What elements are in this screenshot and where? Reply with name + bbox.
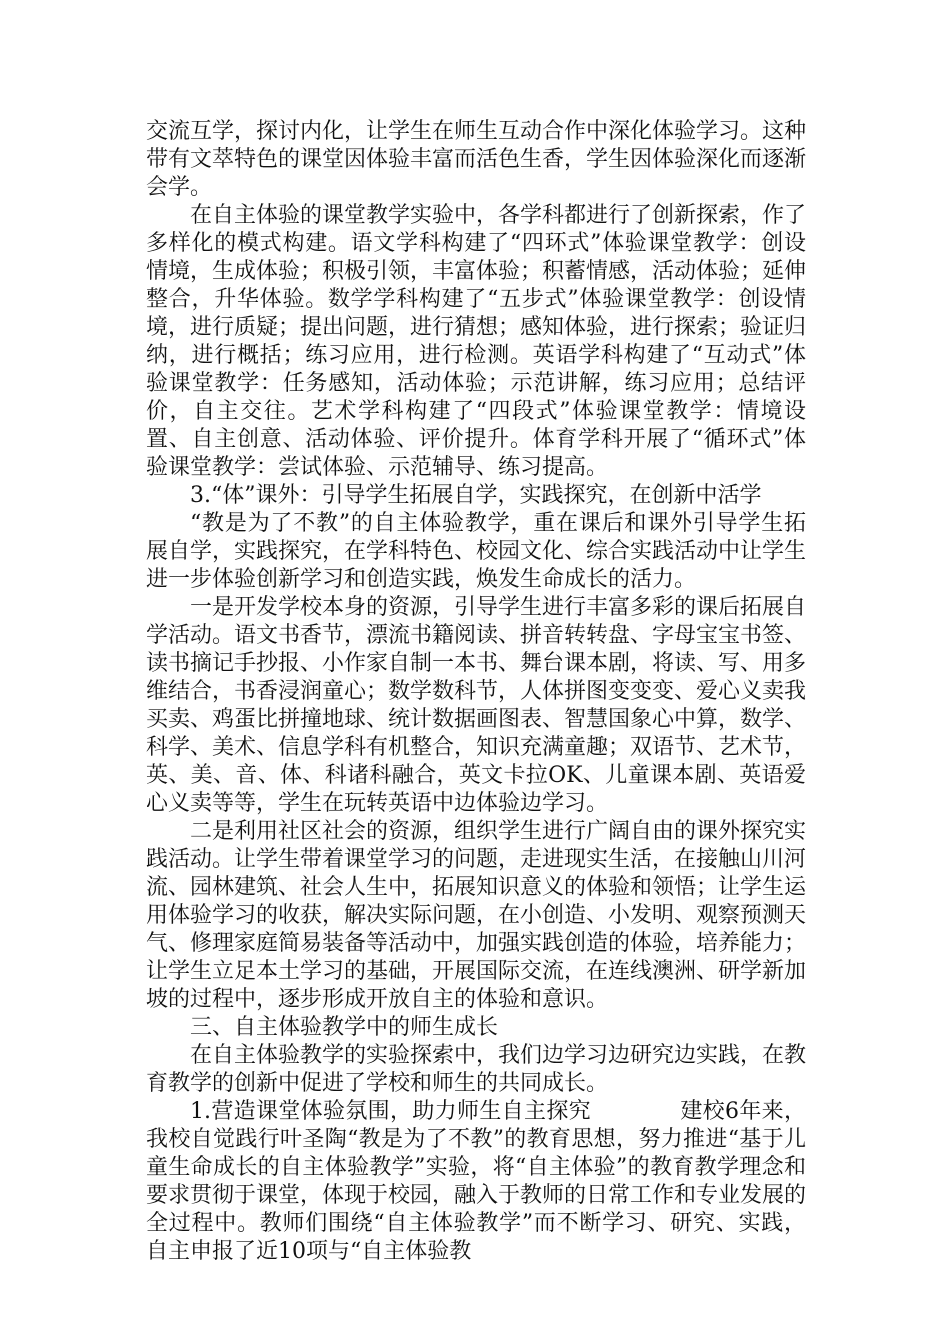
paragraph: 二是利用社区社会的资源，组织学生进行广阔自由的课外探究实践活动。让学生带着课堂学习的问题，走进现实生活，在接触山川河流、园林建筑、社会人生中，拓展知识意义的体验和领悟；让学生运用体验学习的收获，解决实际问题，在小创造、小发明、观察预测天气、修理家庭简易装备等活动中，加强实践创造的体验，培养能力；让学生立足本土学习的基础，开展国际交流，在连线澳洲、研学新加坡的过程中，逐步形成开放自主的体验和意识。 [146,819,807,1012]
paragraph: 在自主体验教学的实验探索中，我们边学习边研究边实践，在教育教学的创新中促进了学校和师生的共同成长。 [146,1043,807,1096]
paragraph: 1.营造课堂体验氛围，助力师生自主探究 建校6年来，我校自觉践行叶圣陶“教是为了不教”的教育思想，努力推进“基于儿童生命成长的自主体验教学”实验，将“自主体验”的教育教学理念和要求贯彻于课堂，体现于校园，融入于教师的日常工作和专业发展的全过程中。教师们围绕“自主体验教学”而不断学习、研究、实践，自主申报了近10项与“自主体验教 [146,1099,807,1264]
document-page [146,118,806,1266]
section-heading: 三、自主体验教学中的师生成长 [190,1015,499,1040]
paragraph: 在自主体验的课堂教学实验中，各学科都进行了创新探索，作了多样化的模式构建。语文学科构建了“四环式”体验课堂教学：创设情境，生成体验；积极引领，丰富体验；积蓄情感，活动体验；延伸整合，升华体验。数学学科构建了“五步式”体验课堂教学：创设情境，进行质疑；提出问题，进行猜想；感知体验，进行探索；验证归纳，进行概括；练习应用，进行检测。英语学科构建了“互动式”体验课堂教学：任务感知，活动体验；示范讲解，练习应用；总结评价，自主交往。艺术学科构建了“四段式”体验课堂教学：情境设置、自主创意、活动体验、评价提升。体育学科开展了“循环式”体验课堂教学：尝试体验、示范辅导、练习提高。 [146,203,807,480]
paragraph: 交流互学，探讨内化，让学生在师生互动合作中深化体验学习。这种带有文萃特色的课堂因体验丰富而活色生香，学生因体验深化而逐渐会学。 [146,119,807,200]
paragraph: “教是为了不教”的自主体验教学，重在课后和课外引导学生拓展自学，实践探究，在学科特色、校园文化、综合实践活动中让学生进一步体验创新学习和创造实践，焕发生命成长的活力。 [146,511,807,592]
section-heading: 3.“体”课外：引导学生拓展自学，实践探究，在创新中活学 [190,483,762,508]
paragraph: 一是开发学校本身的资源，引导学生进行丰富多彩的课后拓展自学活动。语文书香节，漂流书籍阅读、拼音转转盘、字母宝宝书签、读书摘记手抄报、小作家自制一本书、舞台课本剧，将读、写、用多维结合，书香浸润童心；数学数科节，人体拼图变变变、爱心义卖我买卖、鸡蛋比拼撞地球、统计数据画图表、智慧国象心中算，数学、科学、美术、信息学科有机整合，知识充满童趣；双语节、艺术节，英、美、音、体、科诸科融合，英文卡拉OK、儿童课本剧、英语爱心义卖等等，学生在玩转英语中边体验边学习。 [146,595,807,816]
